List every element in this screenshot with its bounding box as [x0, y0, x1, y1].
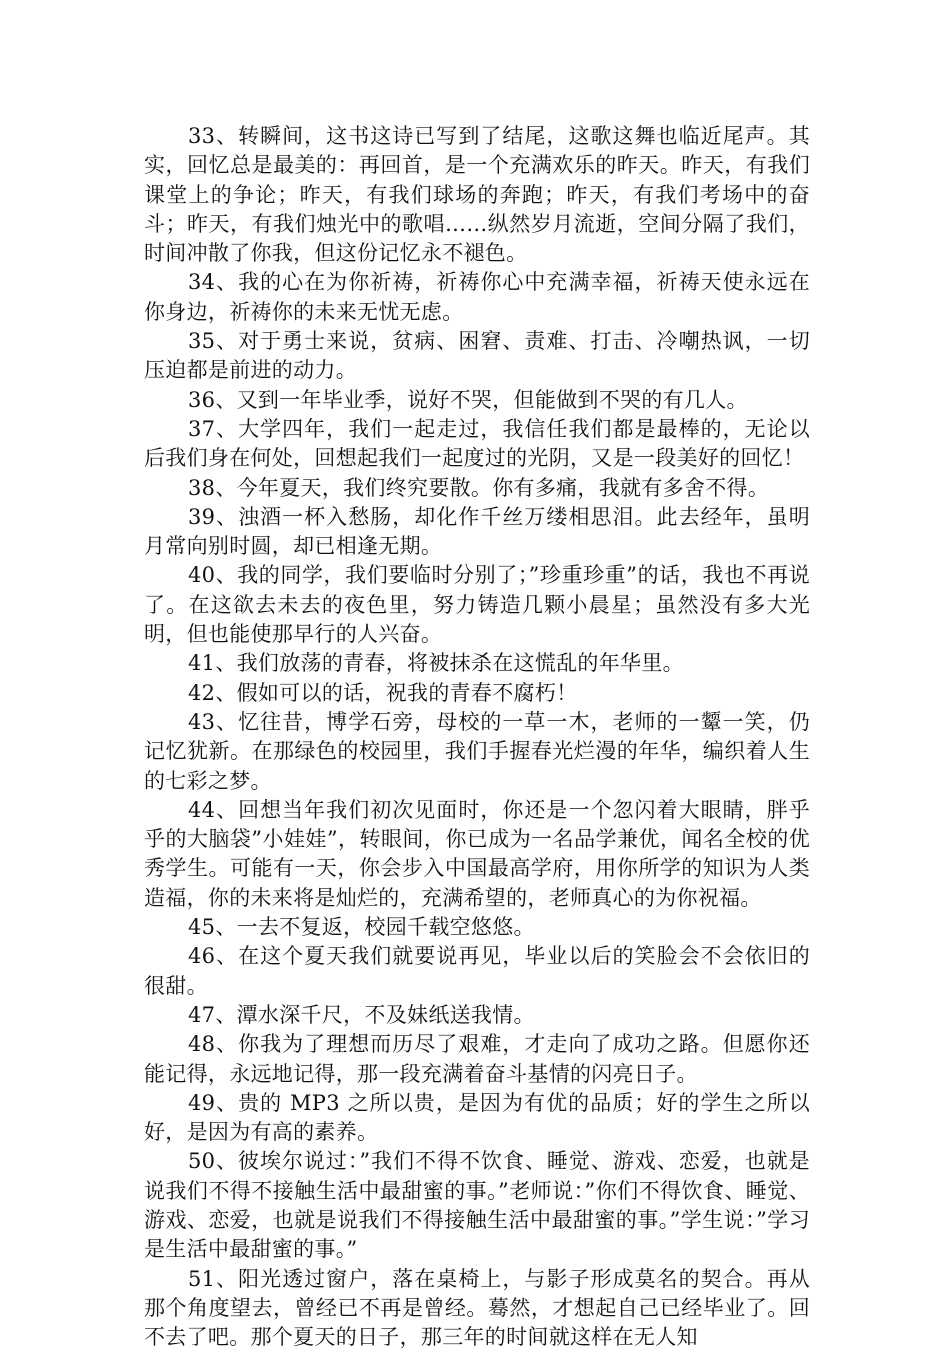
- document-page: [144, 122, 810, 1352]
- paragraph-39: 39、浊酒一杯入愁肠，却化作千丝万缕相思泪。此去经年，虽明月常向别时圆，却已相逢无期。: [144, 504, 810, 559]
- paragraph-38: 38、今年夏天，我们终究要散。你有多痛，我就有多舍不得。: [188, 475, 770, 500]
- paragraph-48: 48、你我为了理想而历尽了艰难，才走向了成功之路。但愿你还能记得，永远地记得，那一段充满着奋斗基情的闪亮日子。: [144, 1032, 810, 1086]
- paragraph-46: 46、在这个夏天我们就要说再见，毕业以后的笑脸会不会依旧的很甜。: [144, 944, 810, 998]
- paragraph-42: 42、假如可以的话，祝我的青春不腐朽！: [188, 680, 578, 705]
- paragraph-44: 44、回想当年我们初次见面时，你还是一个忽闪着大眼睛，胖乎乎的大脑袋”小娃娃”，转眼间，你已成为一名品学兼优，闻名全校的优秀学生。可能有一天，你会步入中国最高学府，用你所学的知识为人类造福，你的未来将是灿烂的，充满希望的，老师真心的为你祝福。: [144, 797, 810, 910]
- paragraph-40: 40、我的同学，我们要临时分别了；”珍重珍重”的话，我也不再说了。在这欲去未去的夜色里，努力铸造几颗小晨星；虽然没有多大光明，但也能使那早行的人兴奋。: [144, 563, 810, 647]
- paragraph-49: 49、贵的 MP3 之所以贵，是因为有优的品质；好的学生之所以好，是因为有高的素养。: [144, 1090, 810, 1145]
- paragraph-33: 33、转瞬间，这书这诗已写到了结尾，这歌这舞也临近尾声。其实，回忆总是最美的：再回首，是一个充满欢乐的昨天。昨天，有我们课堂上的争论；昨天，有我们球场的奔跑；昨天，有我们考场中的奋斗；昨天，有我们烛光中的歌唱……纵然岁月流逝，空间分隔了我们，时间冲散了你我，但这份记忆永不褪色。: [144, 124, 810, 266]
- paragraph-50: 50、彼埃尔说过：”我们不得不饮食、睡觉、游戏、恋爱，也就是说我们不得不接触生活中最甜蜜的事。”老师说：”你们不得饮食、睡觉、游戏、恋爱，也就是说我们不得接触生活中最甜蜜的事。”学生说：”学习是生活中最甜蜜的事。”: [144, 1149, 810, 1262]
- paragraph-51: 51、阳光透过窗户，落在桌椅上，与影子形成莫名的契合。再从那个角度望去，曾经已不再是曾经。蓦然，才想起自己已经毕业了。回不去了吧。那个夏天的日子，那三年的时间就这样在无人知: [144, 1266, 810, 1350]
- paragraph-45: 45、一去不复返，校园千载空悠悠。: [188, 915, 535, 940]
- paragraph-35: 35、对于勇士来说，贫病、困窘、责难、打击、冷嘲热讽，一切压迫都是前进的动力。: [144, 329, 810, 383]
- paragraph-43: 43、忆往昔，博学石旁，母校的一草一木，老师的一颦一笑，仍记忆犹新。在那绿色的校园里，我们手握春光烂漫的年华，编织着人生的七彩之梦。: [144, 709, 810, 793]
- paragraph-37: 37、大学四年，我们一起走过，我信任我们都是最棒的，无论以后我们身在何处，回想起我们一起度过的光阴，又是一段美好的回忆！: [144, 416, 810, 471]
- paragraph-36: 36、又到一年毕业季，说好不哭，但能做到不哭的有几人。: [188, 387, 748, 412]
- paragraph-41: 41、我们放荡的青春，将被抹杀在这慌乱的年华里。: [188, 651, 684, 676]
- paragraph-47: 47、潭水深千尺，不及妹纸送我情。: [188, 1002, 535, 1027]
- paragraph-34: 34、我的心在为你祈祷，祈祷你心中充满幸福，祈祷天使永远在你身边，祈祷你的未来无忧无虑。: [144, 270, 810, 324]
